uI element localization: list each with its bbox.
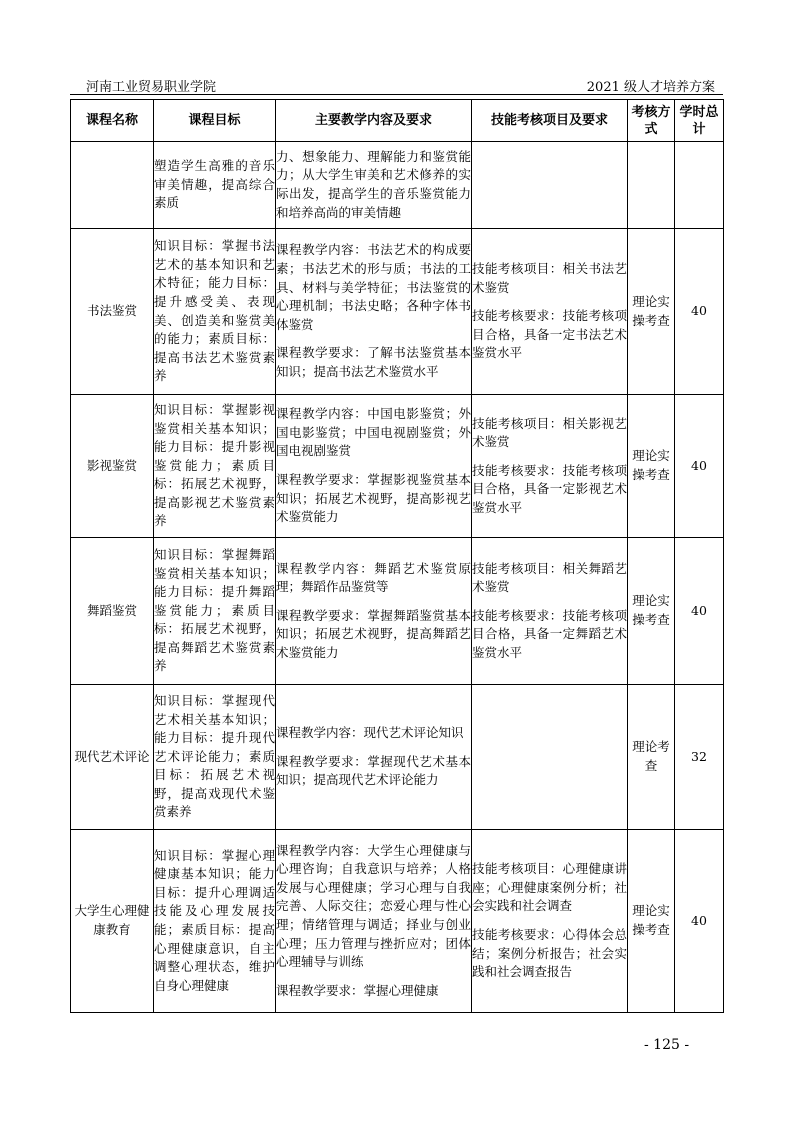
table-header-row <box>71 100 724 142</box>
header-rule <box>70 94 723 95</box>
requirement-text: 课程教学要求：掌握心理健康 <box>276 982 439 998</box>
column-header-course-goal: 课程目标 <box>154 100 276 142</box>
course-content-cell <box>276 229 472 395</box>
content-text: 课程教学内容：大学生心理健康与心理咨询；自我意识与培养；人格发展与心理健康；学习心理与自我完善、人际交往；恋爱心理与性心理；情绪管理与调适；择业与创业心理；压力管理与挫折应对；团体心理辅导与训练 <box>276 842 471 970</box>
skill-requirement-text: 技能考核要求：技能考核项目合格，具备一定书法艺术鉴赏水平 <box>472 308 627 361</box>
course-content-cell <box>276 830 472 1013</box>
skill-item-text: 技能考核项目：相关书法艺术鉴赏 <box>472 261 627 295</box>
table-row <box>71 538 724 685</box>
header-document-title: 2021 级人才培养方案 <box>586 80 715 95</box>
requirement-text: 课程教学要求：掌握影视鉴赏基本知识；拓展艺术视野，提高影视艺术鉴赏能力 <box>276 472 471 525</box>
assessment-method-cell: 理论考查 <box>628 685 675 830</box>
column-header-course-name: 课程名称 <box>71 100 154 142</box>
content-text: 课程教学内容：现代艺术评论知识 <box>276 725 464 741</box>
skill-item-text: 技能考核项目：相关影视艺术鉴赏 <box>472 415 627 450</box>
course-goal-cell: 知识目标：掌握书法艺术的基本知识和艺术特征；能力目标：提升感受美、表现美、创造美和鉴赏美的能力；素质目标：提高书法艺术鉴赏素养 <box>154 229 276 395</box>
total-hours-cell: 32 <box>675 685 724 830</box>
assessment-method-cell: 理论实操考查 <box>628 229 675 395</box>
course-name-cell: 现代艺术评论 <box>71 685 154 830</box>
header-institution: 河南工业贸易职业学院 <box>86 80 217 95</box>
table-row <box>71 830 724 1013</box>
assessment-method-cell: 理论实操考查 <box>628 395 675 538</box>
skill-assessment-cell <box>472 685 628 830</box>
total-hours-cell <box>675 142 724 229</box>
skill-assessment-cell <box>472 538 628 685</box>
skill-assessment-cell <box>472 830 628 1013</box>
course-content-cell <box>276 395 472 538</box>
content-text: 课程教学内容：中国电影鉴赏；外国电影鉴赏；中国电视剧鉴赏；外国电视剧鉴赏 <box>276 406 471 459</box>
column-header-content: 主要教学内容及要求 <box>276 100 472 142</box>
page-number: - 125 - <box>644 1037 690 1053</box>
content-text: 力、想象能力、理解能力和鉴赏能力；从大学生审美和艺术修养的实际出发，提高学生的音乐鉴赏能力和培养高尚的审美情趣 <box>276 148 471 220</box>
course-name-cell: 影视鉴赏 <box>71 395 154 538</box>
skill-item-text: 技能考核项目：心理健康讲座；心理健康案例分析；社会实践和社会调查 <box>472 861 627 914</box>
assessment-method-cell: 理论实操考查 <box>628 830 675 1013</box>
course-goal-cell: 知识目标：掌握现代艺术相关基本知识；能力目标：提升现代艺术评论能力；素质目标：拓展艺术视野，提高戏现代术鉴赏素养 <box>154 685 276 830</box>
column-header-skill-assessment: 技能考核项目及要求 <box>472 100 628 142</box>
course-goal-cell: 知识目标：掌握心理健康基本知识；能力目标：提升心理调适技能及心理发展技能；素质目标：提高心理健康意识，自主调整心理状态，维护自身心理健康 <box>154 830 276 1013</box>
skill-assessment-cell <box>472 395 628 538</box>
course-content-cell <box>276 142 472 229</box>
course-goal-cell: 知识目标：掌握影视鉴赏相关基本知识；能力目标：提升影视鉴赏能力；素质目标：拓展艺术视野，提高影视艺术鉴赏素养 <box>154 395 276 538</box>
course-content-cell <box>276 685 472 830</box>
skill-requirement-text: 技能考核要求：技能考核项目合格，具备一定舞蹈艺术鉴赏水平 <box>472 607 627 660</box>
table-row <box>71 395 724 538</box>
assessment-method-cell: 理论实操考查 <box>628 538 675 685</box>
requirement-text: 课程教学要求：了解书法鉴赏基本知识；提高书法艺术鉴赏水平 <box>276 345 471 379</box>
skill-item-text: 技能考核项目：相关舞蹈艺术鉴赏 <box>472 560 627 595</box>
skill-assessment-cell <box>472 142 628 229</box>
total-hours-cell: 40 <box>675 395 724 538</box>
requirement-text: 课程教学要求：掌握现代艺术基本知识；提高现代艺术评论能力 <box>276 753 471 788</box>
course-table <box>70 99 724 1013</box>
skill-requirement-text: 技能考核要求：技能考核项目合格，具备一定影视艺术鉴赏水平 <box>472 462 627 515</box>
skill-requirement-text: 技能考核要求：心得体会总结；案例分析报告；社会实践和社会调查报告 <box>472 927 627 980</box>
content-text: 课程教学内容：舞蹈艺术鉴赏原理；舞蹈作品鉴赏等 <box>276 560 471 595</box>
total-hours-cell: 40 <box>675 830 724 1013</box>
course-name-cell <box>71 142 154 229</box>
requirement-text: 课程教学要求：掌握舞蹈鉴赏基本知识；拓展艺术视野，提高舞蹈艺术鉴赏能力 <box>276 607 471 660</box>
column-header-assessment-method: 考核方式 <box>628 100 675 142</box>
course-name-cell: 舞蹈鉴赏 <box>71 538 154 685</box>
assessment-method-cell <box>628 142 675 229</box>
total-hours-cell: 40 <box>675 538 724 685</box>
table-row <box>71 229 724 395</box>
content-text: 课程教学内容：书法艺术的构成要素；书法艺术的形与质；书法的工具、材料与美学特征；书法鉴赏的心理机制；书法史略；各种字体书体鉴赏 <box>276 242 471 332</box>
total-hours-cell: 40 <box>675 229 724 395</box>
course-content-cell <box>276 538 472 685</box>
skill-assessment-cell <box>472 229 628 395</box>
course-goal-cell: 知识目标：掌握舞蹈鉴赏相关基本知识；能力目标：提升舞蹈鉴赏能力；素质目标：拓展艺术视野，提高舞蹈艺术鉴赏素养 <box>154 538 276 685</box>
course-goal-cell: 塑造学生高雅的音乐审美情趣，提高综合素质 <box>154 142 276 229</box>
table-row <box>71 685 724 830</box>
column-header-total-hours: 学时总计 <box>675 100 724 142</box>
course-name-cell: 书法鉴赏 <box>71 229 154 395</box>
table-row <box>71 142 724 229</box>
course-name-cell: 大学生心理健康教育 <box>71 830 154 1013</box>
